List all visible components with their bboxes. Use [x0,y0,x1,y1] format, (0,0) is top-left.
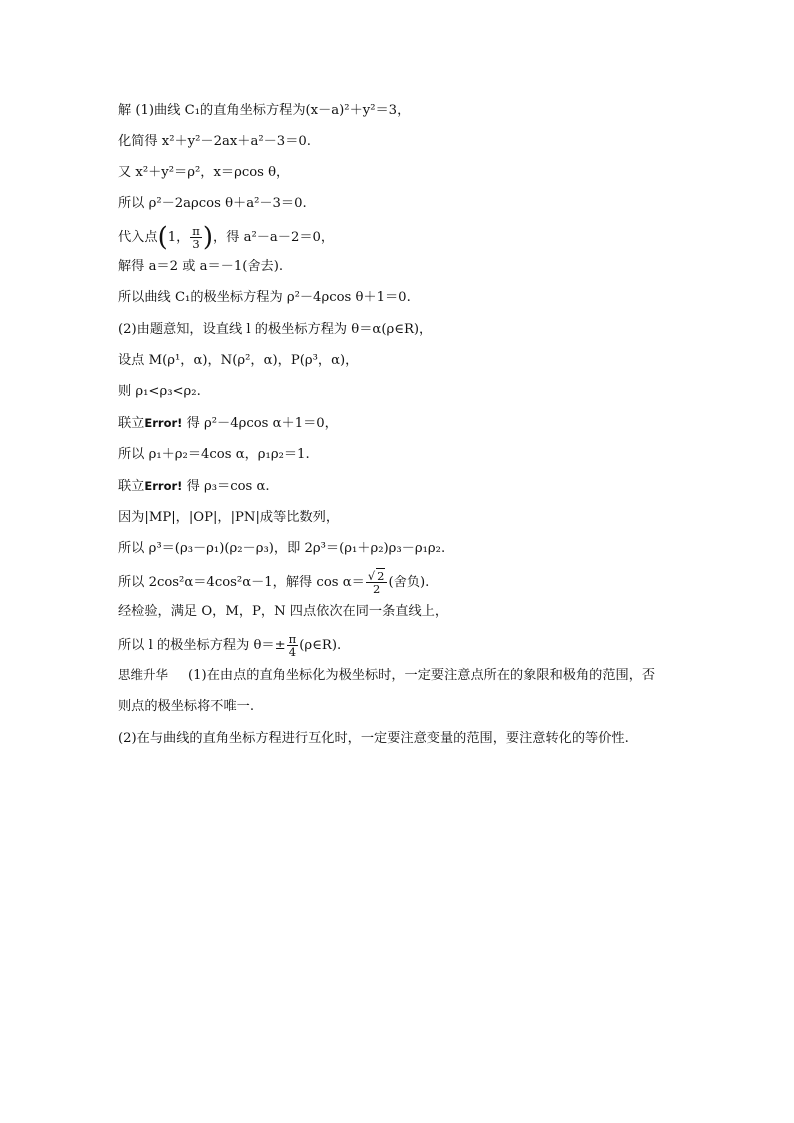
solution-line-8: (2)由题意知，设直线 l 的极坐标方程为 θ＝α(ρ∈R)， [118,321,433,337]
solution-line-3: 又 x²＋y²＝ρ²，x＝ρcos θ， [118,165,290,181]
point-first-coord: 1， [167,230,190,246]
solution-line-16 [118,570,698,595]
system-result: 得 ρ²－4ρcos α＋1＝0， [182,415,338,431]
solution-line-11 [118,413,698,434]
solution-line-6: 解得 a＝2 或 a＝－1(舍去). [118,259,284,275]
solution-line-15: 所以 ρ³＝(ρ₃－ρ₁)(ρ₂－ρ₃)，即 2ρ³＝(ρ₁＋ρ₂)ρ₃－ρ₁ρ₂. [118,541,446,557]
sqrt-radicand: 2 [377,569,385,584]
solution-line-2: 化简得 x²＋y²－2ax＋a²－3＝0. [118,134,311,150]
error-field: Error! [144,415,183,430]
solution-line-13 [118,476,698,497]
summary-label: 思维升华 [118,667,169,683]
summary-continuation: 则点的极坐标将不唯一. [118,699,255,715]
solution-line-12: 所以 ρ₁＋ρ₂＝4cos α，ρ₁ρ₂＝1. [118,446,310,462]
system-prefix: 联立 [118,479,145,495]
system-prefix: 联立 [118,415,145,431]
fraction-denominator: 2 [372,582,381,597]
fraction-numerator: π [192,224,200,239]
theta-equation: 所以 l 的极坐标方程为 θ＝± [118,638,286,654]
system-result: 得 ρ₃＝cos α. [182,479,270,495]
solution-line-1: 解 (1)曲线 C₁的直角坐标方程为(x－a)²＋y²＝3， [118,103,411,118]
error-field: Error! [144,479,183,494]
solution-line-17: 经检验，满足 O，M，P，N 四点依次在同一条直线上， [118,604,449,620]
substitute-suffix: ，得 a²－a－2＝0， [213,230,335,246]
right-paren: ) [202,222,214,253]
left-paren: ( [157,222,168,253]
solution-line-14: 因为|MP|，|OP|，|PN|成等比数列， [118,510,340,526]
substitute-prefix: 代入点 [118,230,158,246]
fraction-denominator: 4 [288,645,297,660]
fraction-numerator: π [288,632,297,647]
cos-note: (舍负). [388,575,430,591]
solution-line-10: 则 ρ₁<ρ₃<ρ₂. [118,383,201,399]
solution-line-18 [118,633,698,658]
fraction-denominator: 3 [192,237,200,252]
pi-over-4-fraction [287,633,299,658]
sqrt-sign: √ [367,569,376,584]
pi-over-3-fraction [190,225,202,250]
solution-line-9: 设点 M(ρ¹，α)，N(ρ²，α)，P(ρ³，α)， [118,352,359,368]
theta-domain: (ρ∈R). [299,638,342,654]
solution-line-4: 所以 ρ²－2aρcos θ＋a²－3＝0. [118,196,307,212]
summary-paragraph-1 [118,665,686,717]
summary-text: (1)在由点的直角坐标化为极坐标时，一定要注意点所在的象限和极角的范围，否 [188,668,656,684]
cos-equation: 所以 2cos²α＝4cos²α－1，解得 cos α＝ [118,575,365,591]
solution-line-5 [118,222,698,253]
solution-line-7: 所以曲线 C₁的极坐标方程为 ρ²－4ρcos θ＋1＝0. [118,290,411,306]
solution-document [118,101,698,760]
sqrt2-over-2-fraction [366,570,388,595]
summary-paragraph-2: (2)在与曲线的直角坐标方程进行互化时，一定要注意变量的范围，要注意转化的等价性. [118,730,629,746]
